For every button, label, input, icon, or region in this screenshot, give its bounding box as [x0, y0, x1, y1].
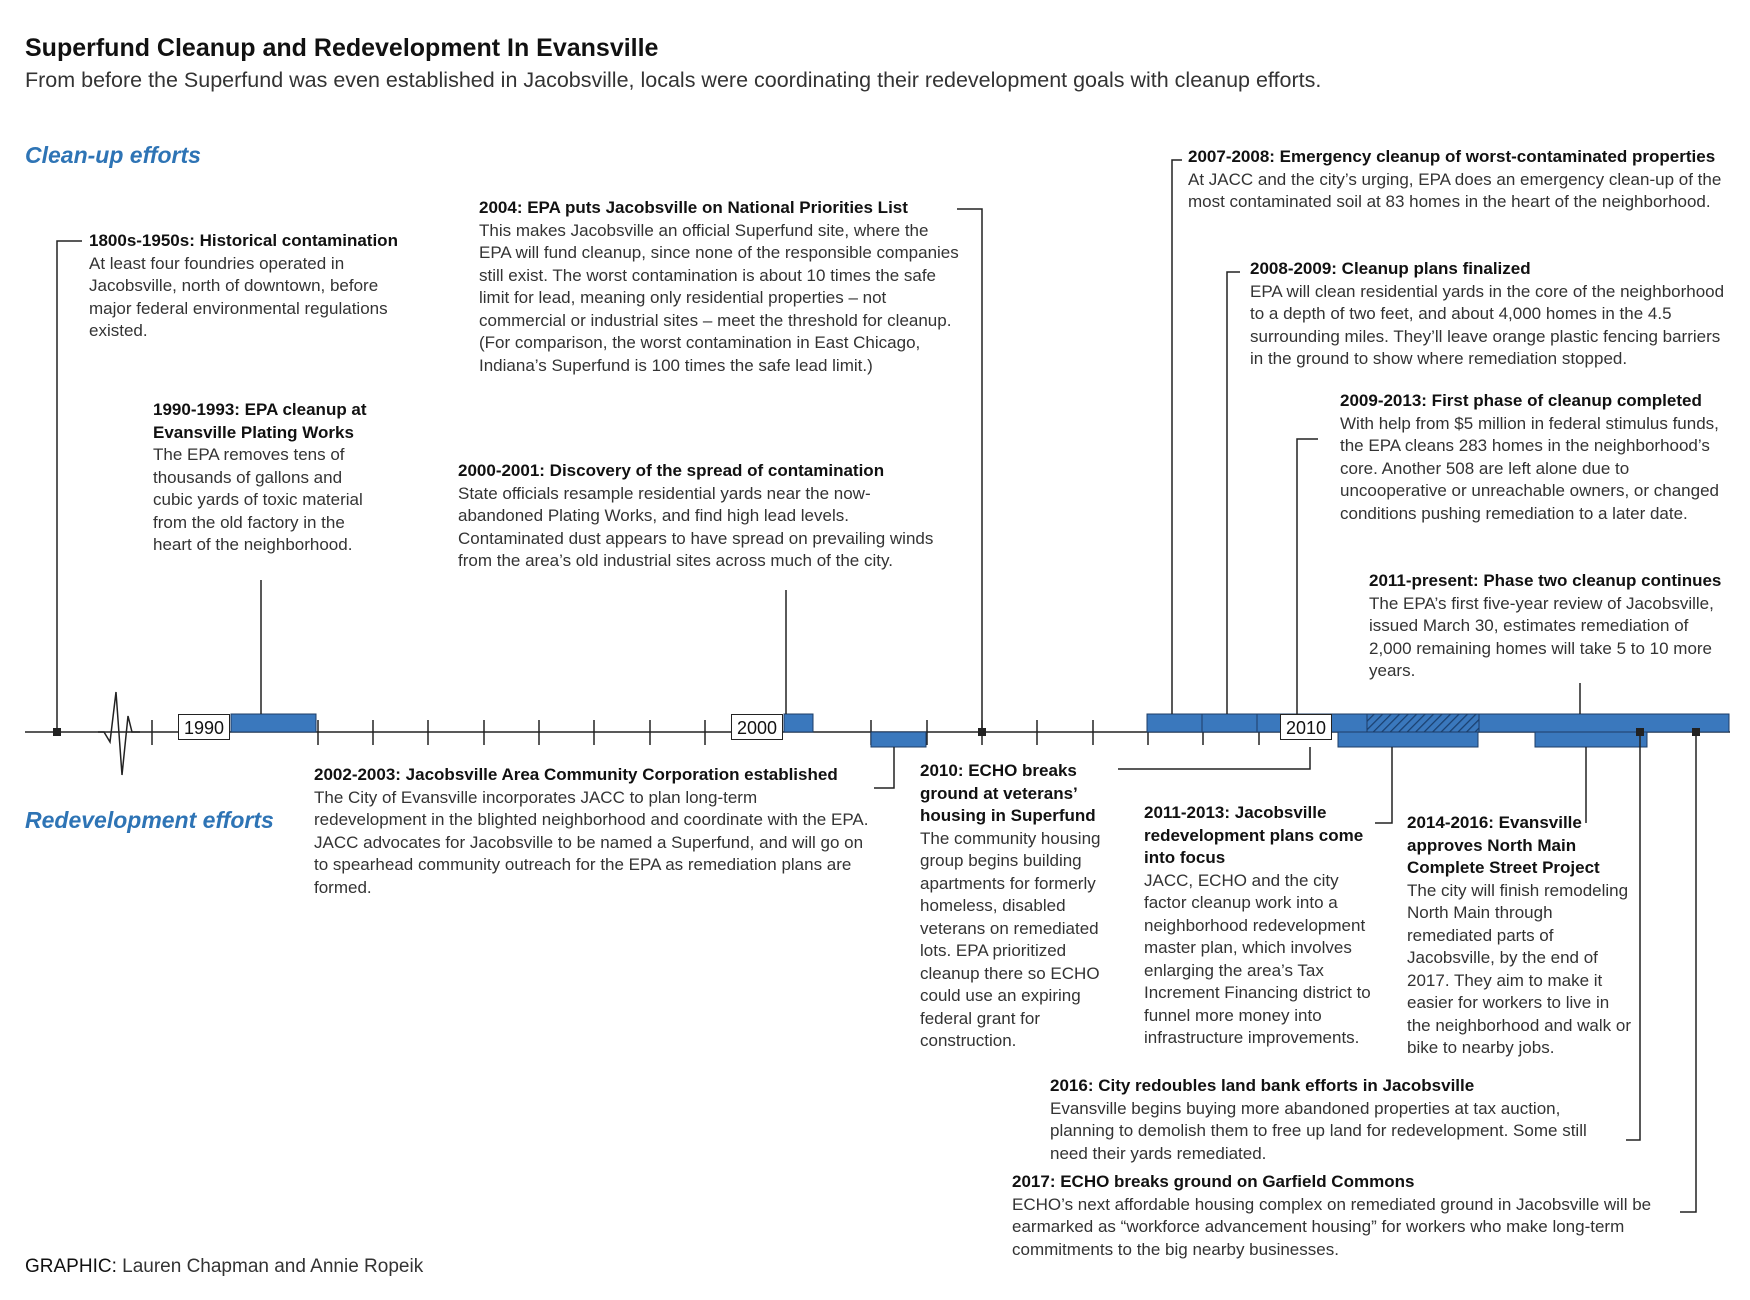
redevelopment-section-label: Redevelopment efforts — [25, 807, 274, 833]
cleanup-section-label: Clean-up efforts — [25, 142, 201, 168]
event-contamination-discovery — [458, 460, 938, 573]
event-heading: 2000-2001: Discovery of the spread of contamination — [458, 461, 885, 480]
event-body: The City of Evansville incorporates JACC to plan long-term redevelopment in the blighted neighborhood and coordinate with the EPA. JACC advocates for Jacobsville to be named a Superfund, and will go on to spearhead community outreach for the EPA as remediation plans are formed. — [314, 787, 869, 897]
event-phase-two-continues — [1369, 570, 1729, 683]
event-jacc-established — [314, 764, 874, 899]
bar-jacc — [871, 732, 926, 747]
credit-label: GRAPHIC: — [25, 1256, 117, 1277]
leader-emergency — [1172, 160, 1182, 714]
event-heading: 2002-2003: Jacobsville Area Community Corporation established — [314, 765, 838, 784]
event-north-main-project — [1407, 812, 1632, 1060]
year-label-1990: 1990 — [178, 714, 230, 740]
event-phase-one-completed — [1340, 390, 1720, 525]
event-body: The EPA’s first five-year review of Jacobsville, issued March 30, estimates remediation of 2,000 remaining homes will take 5 to 10 more years. — [1369, 593, 1714, 680]
event-garfield-commons — [1012, 1171, 1667, 1261]
credit-names: Lauren Chapman and Annie Ropeik — [122, 1256, 424, 1277]
event-historical-contamination — [89, 230, 409, 343]
marker-npl — [978, 728, 986, 736]
event-body: EPA will clean residential yards in the core of the neighborhood to a depth of two feet, and about 4,000 homes in the 4.5 surrounding miles. They’ll leave orange plastic fencing barriers in the ground to show where remediation stopped. — [1250, 281, 1725, 368]
bar-cleanup-plans — [1202, 714, 1257, 732]
event-cleanup-plans-finalized — [1250, 258, 1730, 371]
leader-npl — [957, 209, 982, 729]
axis-ticks — [152, 720, 1259, 745]
event-national-priorities-list — [479, 197, 959, 377]
bar-north-main — [1535, 732, 1647, 747]
event-body: This makes Jacobsville an official Superfund site, where the EPA will fund cleanup, since none of the responsible companies still exist. The worst contamination is about 10 times the safe limit for lead, meaning only residential properties – not commercial or industrial sites – meet the threshold for cleanup. (For comparison, the worst contamination in East Chicago, Indiana’s Superfund is 100 times the safe lead limit.) — [479, 220, 959, 375]
graphic-credit — [25, 1256, 423, 1278]
event-heading: 1990-1993: EPA cleanup at Evansville Plating Works — [153, 400, 367, 442]
event-heading: 2016: City redoubles land bank efforts in Jacobsville — [1050, 1076, 1475, 1095]
year-label-2010: 2010 — [1280, 714, 1332, 740]
event-redevelopment-plans — [1144, 802, 1384, 1050]
event-heading: 2017: ECHO breaks ground on Garfield Commons — [1012, 1172, 1415, 1191]
event-body: At JACC and the city’s urging, EPA does an emergency clean-up of the most contaminated soil at 83 homes in the heart of the neighborhood. — [1188, 169, 1722, 211]
event-heading: 2004: EPA puts Jacobsville on National Priorities List — [479, 198, 908, 217]
marker-hist — [53, 728, 61, 736]
event-heading: 2014-2016: Evansville approves North Main Complete Street Project — [1407, 813, 1600, 877]
year-label-2000: 2000 — [731, 714, 783, 740]
page-subtitle: From before the Superfund was even established in Jacobsville, locals were coordinating their redevelopment goals with cleanup efforts. — [25, 68, 1322, 92]
marker-garfield — [1692, 728, 1700, 736]
event-body: Evansville begins buying more abandoned properties at tax auction, planning to demolish them to free up land for redevelopment. Some still need their yards remediated. — [1050, 1098, 1587, 1163]
axis-break-icon — [98, 692, 140, 775]
bar-phase-two — [1479, 714, 1729, 732]
event-plating-works-cleanup — [153, 399, 383, 557]
bar-phase-one-hatched — [1367, 714, 1479, 732]
event-heading: 2008-2009: Cleanup plans finalized — [1250, 259, 1531, 278]
bar-discovery — [784, 714, 813, 732]
event-heading: 1800s-1950s: Historical contamination — [89, 231, 398, 250]
leader-hist — [57, 241, 82, 729]
event-body: The city will finish remodeling North Main through remediated parts of Jacobsville, by the end of 2017. They aim to make it easier for workers to live in the neighborhood and walk or bike to nearby jobs. — [1407, 880, 1631, 1057]
event-heading: 2009-2013: First phase of cleanup completed — [1340, 391, 1702, 410]
leader-echo — [1118, 747, 1310, 769]
bar-plating-works — [231, 714, 316, 732]
leader-garfield — [1680, 732, 1696, 1212]
event-body: ECHO’s next affordable housing complex on remediated ground in Jacobsville will be earmarked as “workforce advancement housing” for workers who make long-term commitments to the big nearby businesses. — [1012, 1194, 1652, 1259]
event-heading: 2010: ECHO breaks ground at veterans’ housing in Superfund — [920, 761, 1096, 825]
event-body: With help from $5 million in federal stimulus funds, the EPA cleans 283 homes in the neighborhood’s core. Another 508 are left alone due to uncooperative or unreachable owners, or changed conditions pushing remediation to a later date. — [1340, 413, 1719, 523]
event-body: JACC, ECHO and the city factor cleanup work into a neighborhood redevelopment master plan, which involves enlarging the area’s Tax Increment Financing district to funnel more money into infrastructure improvements. — [1144, 870, 1371, 1047]
event-heading: 2007-2008: Emergency cleanup of worst-contaminated properties — [1188, 147, 1716, 166]
event-heading: 2011-2013: Jacobsville redevelopment plans come into focus — [1144, 803, 1364, 867]
leader-jacc — [874, 747, 894, 788]
event-body: The community housing group begins building apartments for formerly homeless, disabled veterans on remediated lots. EPA prioritized cleanup there so ECHO could use an expiring federal grant for construction. — [920, 828, 1101, 1050]
event-emergency-cleanup — [1188, 146, 1733, 214]
event-heading: 2011-present: Phase two cleanup continues — [1369, 571, 1722, 590]
event-body: State officials resample residential yards near the now-abandoned Plating Works, and find high lead levels. Contaminated dust appears to have spread on prevailing winds from the area’s old industrial sites across much of the city. — [458, 483, 934, 570]
event-echo-veterans-housing — [920, 760, 1120, 1053]
event-land-bank-efforts — [1050, 1075, 1620, 1165]
event-body: The EPA removes tens of thousands of gallons and cubic yards of toxic material from the old factory in the heart of the neighborhood. — [153, 445, 363, 554]
page-title: Superfund Cleanup and Redevelopment In Evansville — [25, 34, 659, 62]
bar-redevelopment-plans — [1338, 732, 1478, 747]
bar-emergency-cleanup — [1147, 714, 1202, 732]
marker-landbank — [1636, 728, 1644, 736]
leader-plans — [1227, 272, 1240, 714]
event-body: At least four foundries operated in Jacobsville, north of downtown, before major federal environmental regulations existed. — [89, 253, 388, 340]
leader-phase1 — [1297, 439, 1318, 714]
